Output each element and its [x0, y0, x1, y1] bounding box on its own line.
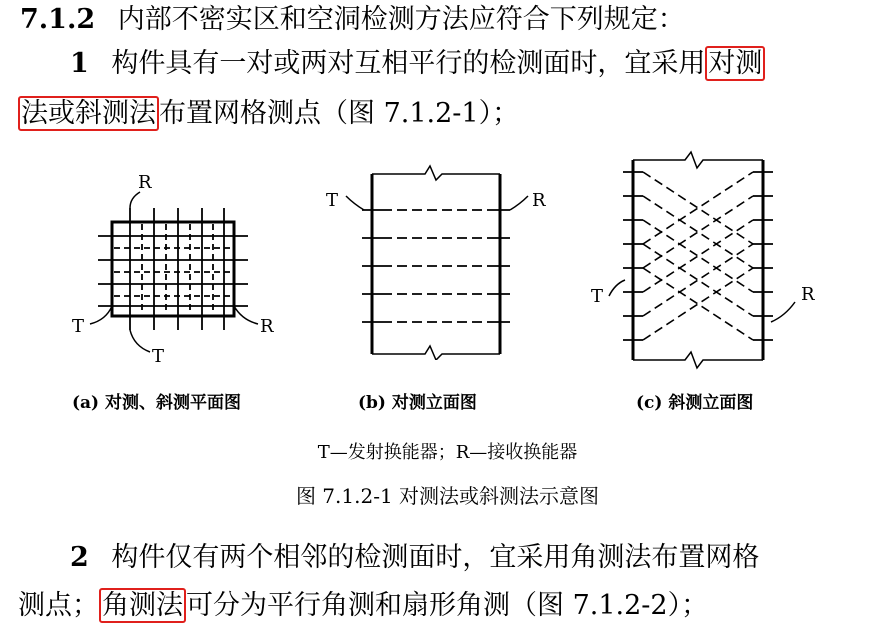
label-r-b: R — [532, 190, 546, 211]
figure-c-diagram — [585, 150, 835, 370]
figure-caption: 图 7.1.2-1 对测法或斜测法示意图 — [295, 484, 600, 508]
label-t-bottom: T — [152, 346, 165, 367]
item-1-number: 1 — [70, 48, 89, 79]
label-t-c: T — [591, 286, 604, 307]
item-1-line-2 — [18, 96, 519, 132]
figure-legend: T—发射换能器；R—接收换能器 — [317, 442, 578, 463]
label-r-right: R — [260, 316, 274, 337]
highlight-box-jiaoce: 角测法 — [99, 588, 186, 623]
item-1-text-cont: 布置网格测点（图 7.1.2-1）； — [159, 98, 520, 129]
item-2-line-2 — [18, 588, 708, 624]
subfigure-a-label: (a) 对测、斜测平面图 — [72, 393, 242, 413]
label-r-top: R — [138, 172, 152, 193]
section-number: 7.1.2 — [20, 4, 96, 35]
item-1-text: 构件具有一对或两对互相平行的检测面时，宜采用 — [111, 48, 706, 79]
item-2-text-cont: 测点； — [18, 590, 99, 621]
label-t-left: T — [72, 316, 85, 337]
item-2-number: 2 — [70, 542, 89, 573]
label-t-b: T — [326, 190, 339, 211]
item-2-text: 构件仅有两个相邻的检测面时，宜采用角测法布置网格 — [111, 542, 760, 573]
section-title: 内部不密实区和空洞检测方法应符合下列规定： — [117, 4, 685, 35]
item-2-text-end: 可分为平行角测和扇形角测（图 7.1.2-2）； — [186, 590, 709, 621]
figure-a-diagram — [70, 170, 300, 380]
label-r-c: R — [801, 284, 815, 305]
item-2-line-1 — [70, 540, 759, 576]
subfigure-c-label: (c) 斜测立面图 — [636, 393, 754, 413]
item-1-line-1 — [70, 46, 765, 82]
figure-b-diagram — [320, 160, 560, 360]
subfigure-b-label: (b) 对测立面图 — [358, 393, 477, 413]
section-heading — [20, 2, 685, 38]
highlight-box-xiece: 法或斜测法 — [18, 96, 159, 131]
highlight-box-duice: 对测 — [705, 46, 765, 81]
